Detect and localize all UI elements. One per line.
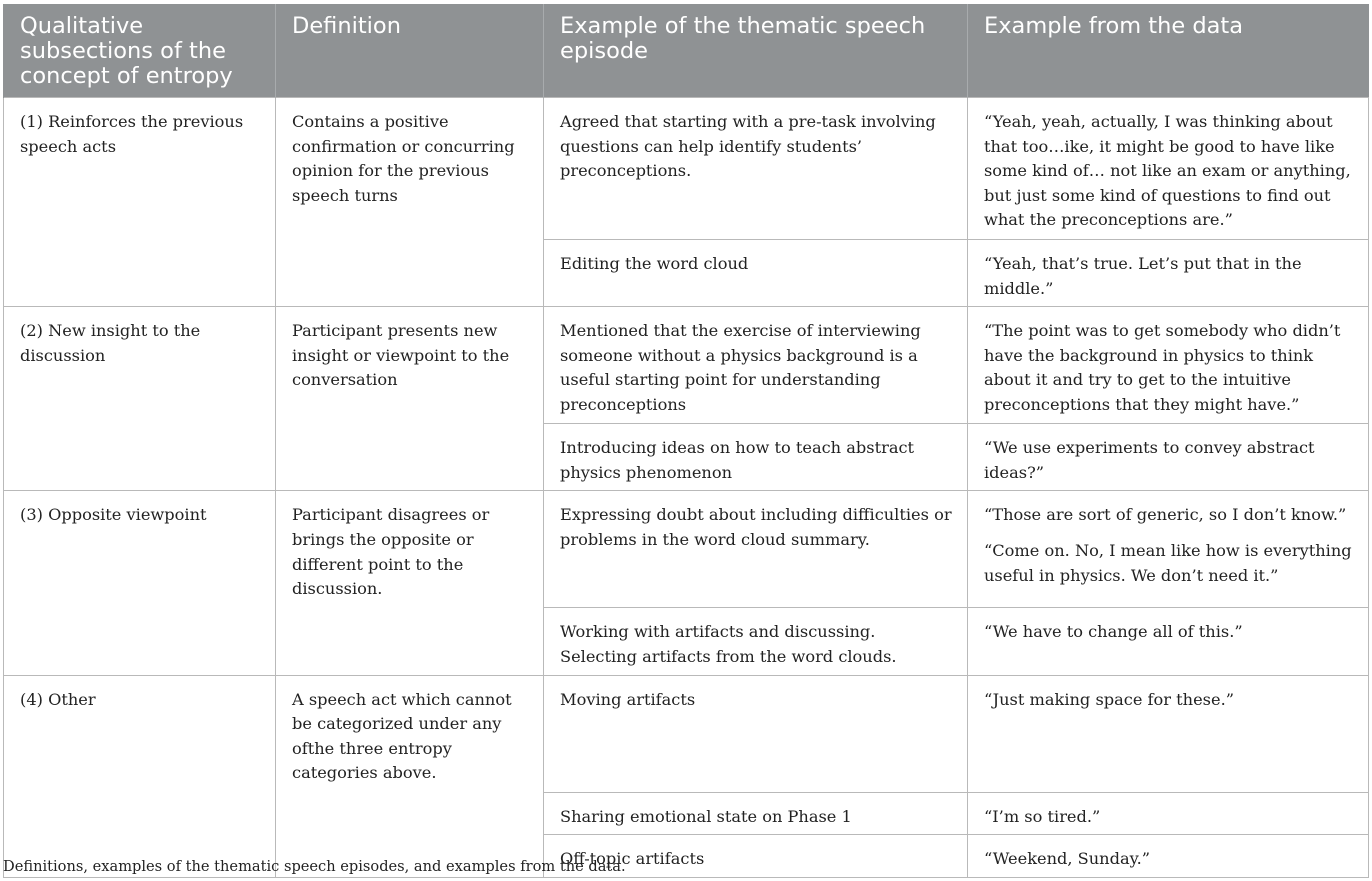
episode-cell: Sharing emotional state on Phase 1 [544, 792, 968, 835]
data-quote: “We have to change all of this.” [984, 622, 1243, 642]
data-example-cell [968, 307, 1369, 424]
episode-cell: Off-topic artifacts [544, 835, 968, 878]
data-example-cell [968, 240, 1369, 307]
table-row [4, 98, 1369, 240]
data-example-cell [968, 792, 1369, 835]
data-quote: “I’m so tired.” [984, 806, 1101, 826]
table-row [4, 675, 1369, 792]
category-cell: (1) Reinforces the previous speech acts [4, 98, 276, 307]
data-quote: “Those are sort of generic, so I don’t know.” [984, 505, 1347, 525]
data-quote: “We use experiments to convey abstract ideas?” [984, 438, 1315, 482]
data-quote: “Yeah, that’s true. Let’s put that in the middle.” [984, 254, 1302, 298]
data-quote: “The point was to get somebody who didn’t have the background in physics to think about it and try to get to the intuitive preconceptions that they might have.” [984, 321, 1341, 414]
data-example-cell [968, 608, 1369, 675]
definition-cell: Participant disagrees or brings the opposite or different point to the discussion. [276, 491, 544, 675]
definition-cell: A speech act which cannot be categorized under any ofthe three entropy categories above. [276, 675, 544, 877]
column-header-definition: Definition [276, 4, 544, 98]
column-header-episode: Example of the thematic speech episode [544, 4, 968, 98]
table-caption: Definitions, examples of the thematic speech episodes, and examples from the data. [3, 858, 626, 875]
data-example-cell [968, 835, 1369, 878]
data-quote: “Yeah, yeah, actually, I was thinking about that too…ike, it might be good to have like some kind of… not like an exam or anything, but just some kind of questions to find out what the preconceptions are.” [984, 112, 1351, 230]
table-row [4, 491, 1369, 608]
table-container [3, 4, 1368, 878]
episode-cell: Moving artifacts [544, 675, 968, 792]
column-header-subsections: Qualitative subsections of the concept of entropy [4, 4, 276, 98]
header-row [4, 4, 1369, 98]
column-header-data-example: Example from the data [968, 4, 1369, 98]
episode-cell: Working with artifacts and discussing. Selecting artifacts from the word clouds. [544, 608, 968, 675]
data-quote: “Weekend, Sunday.” [984, 849, 1151, 869]
definition-cell: Contains a positive confirmation or concurring opinion for the previous speech turns [276, 98, 544, 307]
data-example-cell [968, 424, 1369, 491]
episode-cell: Introducing ideas on how to teach abstract physics phenomenon [544, 424, 968, 491]
category-cell: (3) Opposite viewpoint [4, 491, 276, 675]
category-cell: (4) Other [4, 675, 276, 877]
data-quote: “Come on. No, I mean like how is everything useful in physics. We don’t need it.” [984, 540, 1352, 585]
definition-cell: Participant presents new insight or viewpoint to the conversation [276, 307, 544, 491]
data-example-cell [968, 98, 1369, 240]
episode-cell: Agreed that starting with a pre-task involving questions can help identify students’ preconceptions. [544, 98, 968, 240]
episode-cell: Mentioned that the exercise of interviewing someone without a physics background is a useful starting point for understanding preconceptions [544, 307, 968, 424]
entropy-table [3, 4, 1369, 878]
category-cell: (2) New insight to the discussion [4, 307, 276, 491]
data-quote: “Just making space for these.” [984, 689, 1234, 709]
data-example-cell [968, 491, 1369, 608]
data-example-cell [968, 675, 1369, 792]
episode-cell: Editing the word cloud [544, 240, 968, 307]
episode-cell: Expressing doubt about including difficulties or problems in the word cloud summary. [544, 491, 968, 608]
table-row [4, 307, 1369, 424]
